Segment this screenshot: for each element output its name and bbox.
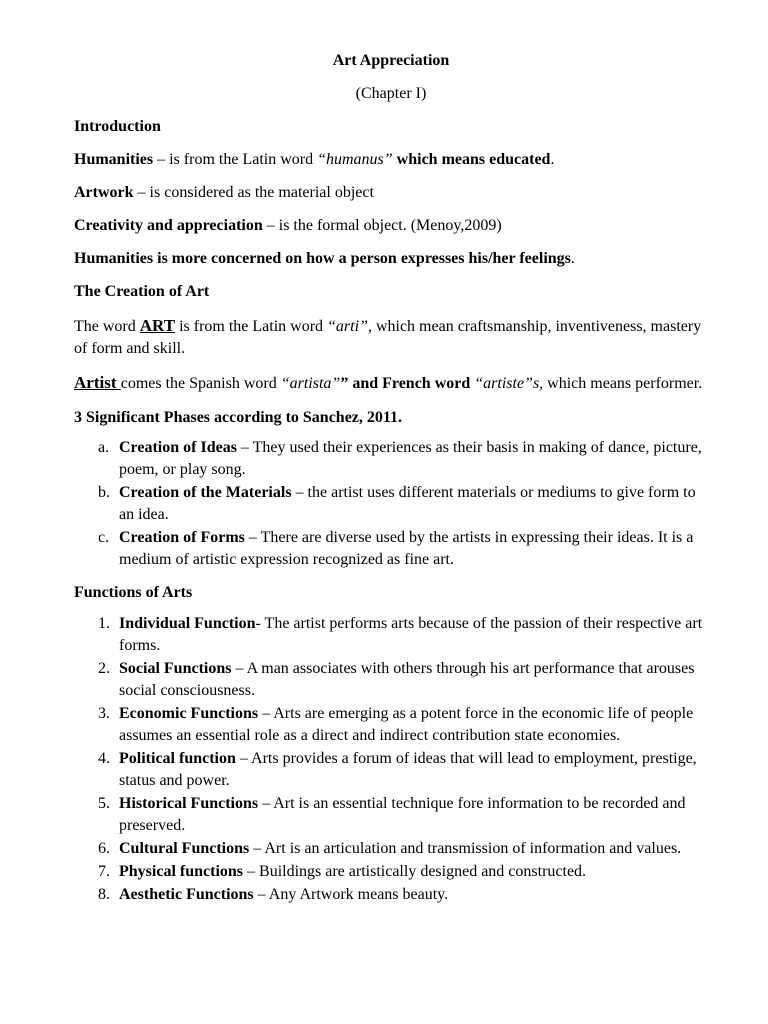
phase-term: Creation of the Materials xyxy=(119,484,292,501)
list-item xyxy=(74,658,708,702)
paragraph-text: which mean craftsmanship, inventiveness, mastery of form and skill. xyxy=(74,318,702,357)
art-word-paragraph xyxy=(74,315,708,360)
list-item xyxy=(74,793,708,837)
function-term: Cultural Functions xyxy=(119,840,250,857)
paragraph-text: comes the Spanish word xyxy=(120,375,281,392)
list-marker: 1. xyxy=(98,615,110,632)
function-term: Physical functions xyxy=(119,863,244,880)
list-marker: 2. xyxy=(98,660,110,677)
function-desc: – Any Artwork means beauty. xyxy=(253,886,449,903)
definition-creativity xyxy=(74,215,708,237)
latin-quote: “arti”, xyxy=(327,318,372,335)
list-marker: 8. xyxy=(98,886,110,903)
list-marker: 6. xyxy=(98,840,110,857)
list-item xyxy=(74,482,708,526)
function-term: Historical Functions xyxy=(119,795,259,812)
list-item xyxy=(74,838,708,860)
function-term: Individual Function xyxy=(119,615,256,632)
paragraph-text: ” and French word xyxy=(340,375,475,392)
function-desc: – Arts provides a forum of ideas that will lead to employment, prestige, status and power. xyxy=(119,750,697,789)
artist-term: Artist xyxy=(74,373,121,392)
list-marker: 7. xyxy=(98,863,110,880)
list-item xyxy=(74,437,708,481)
definition-artwork xyxy=(74,182,708,204)
phase-desc: – There are diverse used by the artists in expressing their ideas. It is a medium of artistic expression recognized as fine art. xyxy=(119,529,694,568)
function-desc: - The artist performs arts because of the passion of their respective art forms. xyxy=(119,615,703,654)
function-desc: – Art is an articulation and transmission of information and values. xyxy=(249,840,682,857)
function-term: Economic Functions xyxy=(119,705,259,722)
functions-list xyxy=(74,613,708,906)
artist-word-paragraph xyxy=(74,372,708,395)
page-title: Art Appreciation xyxy=(332,52,450,69)
list-item xyxy=(74,703,708,747)
definition-term: Humanities xyxy=(74,151,154,168)
latin-quote: “humanus” xyxy=(317,151,393,168)
art-term: ART xyxy=(139,316,176,335)
french-quote: “artiste”s, xyxy=(474,375,544,392)
list-item xyxy=(74,613,708,657)
chapter-subtitle: (Chapter I) xyxy=(355,85,427,102)
list-marker: 3. xyxy=(98,705,110,722)
definition-end: . xyxy=(550,151,555,168)
function-desc: – A man associates with others through his art performance that arouses social consciousness. xyxy=(119,660,695,699)
phase-term: Creation of Ideas xyxy=(119,439,237,456)
phases-heading: 3 Significant Phases according to Sanchez, 2011. xyxy=(74,409,403,426)
function-desc: – Buildings are artistically designed and constructed. xyxy=(243,863,587,880)
definition-term: Creativity and appreciation xyxy=(74,217,263,234)
functions-heading: Functions of Arts xyxy=(74,584,193,601)
function-desc: – Art is an essential technique fore information to be recorded and preserved. xyxy=(119,795,686,834)
humanities-statement xyxy=(74,248,708,270)
spanish-quote: “artista” xyxy=(280,375,341,392)
phase-desc: – They used their experiences as their basis in making of dance, picture, poem, or play song. xyxy=(119,439,702,478)
paragraph-text: The word xyxy=(74,318,140,335)
list-item xyxy=(74,527,708,571)
definition-text: – is the formal object. (Menoy,2009) xyxy=(262,217,502,234)
list-item xyxy=(74,748,708,792)
statement-text: Humanities is more concerned on how a person expresses his/her feelings xyxy=(74,250,571,267)
list-marker: a. xyxy=(98,439,110,456)
list-marker: b. xyxy=(98,484,110,501)
definition-humanities xyxy=(74,149,708,171)
function-term: Aesthetic Functions xyxy=(119,886,254,903)
function-desc: – Arts are emerging as a potent force in the economic life of people assumes an essential role as a direct and indirect contribution state economies. xyxy=(119,705,694,744)
list-marker: 4. xyxy=(98,750,110,767)
paragraph-text: is from the Latin word xyxy=(175,318,328,335)
function-term: Social Functions xyxy=(119,660,232,677)
creation-heading: The Creation of Art xyxy=(74,283,210,300)
list-item xyxy=(74,861,708,883)
definition-term: Artwork xyxy=(74,184,134,201)
definition-text: – is from the Latin word xyxy=(153,151,318,168)
statement-end: . xyxy=(570,250,575,267)
list-item xyxy=(74,884,708,906)
phase-term: Creation of Forms xyxy=(119,529,245,546)
phases-list xyxy=(74,437,708,571)
introduction-heading: Introduction xyxy=(74,118,161,135)
phase-desc: – the artist uses different materials or mediums to give form to an idea. xyxy=(119,484,696,523)
list-marker: 5. xyxy=(98,795,110,812)
paragraph-text: which means performer. xyxy=(543,375,703,392)
function-term: Political function xyxy=(119,750,236,767)
list-marker: c. xyxy=(98,529,110,546)
definition-rest: which means educated xyxy=(392,151,551,168)
definition-text: – is considered as the material object xyxy=(133,184,374,201)
